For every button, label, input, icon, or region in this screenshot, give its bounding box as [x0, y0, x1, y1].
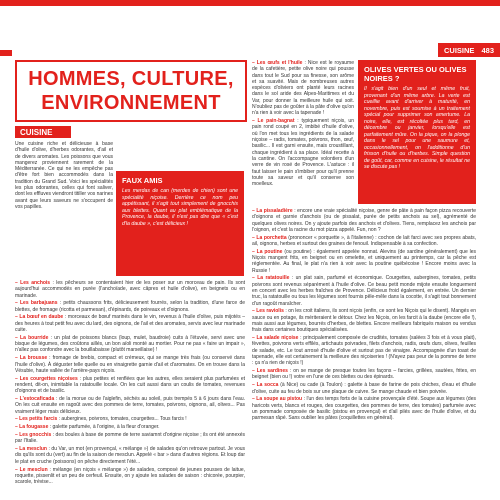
glossary-term: – Les courgettes niçoises: [15, 375, 78, 382]
glossary-term: – La mesclun: [15, 446, 47, 453]
glossary-definition: : aubergines, poivrons, tomates, courgettes... Tous farcis !: [57, 416, 187, 423]
glossary-definition: : des boules à base de pomme de terre saviamnt d'origine niçoise ; ils ont été annexés par l'Italie.: [15, 432, 245, 445]
glossary-entry: [15, 396, 245, 415]
glossary-definition: : petits chaussons frits, délicieusement fourrés, selon la tradition, d'une farce de blettes, de fromage (ricotta et parmesan), d'épinards, de poireaux et d'oignons.: [15, 300, 245, 313]
glossary-term: – La salade niçoise: [252, 335, 299, 342]
glossary-definition: : l'un des temps forts de la cuisine provençale d'été. Soupe aux légumes (des haricots verts, blancs et rouges, des courgettes, des pommes de terre, des tomates) parfumée avec un pommade composée de basilic (pistou en provençal) et d'ail pilés avec de l'huile d'olive, et du parmesan râpé. Sans oublier les pâtes (coquillettes en général).: [252, 396, 476, 422]
glossary-definition: : un plat sain, parfumé et économique. Courgettes, aubergines, tomates, petits poivrons sont revenus séparément à l'huile d'olive. Ce beau petit monde mijote ensuite longuement en concert avec les herbes fraîches de Provence. Délicieux froid également, en entrée. Un dernier truc, la ratatouille ou tous les légumes sont fournis pêle-mêle dans la cocotte, il s'agit tout bonnement d'un ragoût maraîcher.: [252, 275, 476, 307]
glossary-entry: [15, 446, 245, 465]
glossary-definition: (à Nice) ou cade (à Toulon) : galette à base de farine de pois chiches, d'eau et d'huile d'olive, cuite au feu de bois sur une plaque de cuivre. Se mange chaude et bien poivrée.: [252, 382, 476, 395]
faux-amis-heading: FAUX AMIS: [122, 176, 163, 185]
glossary-entry: [252, 396, 476, 421]
glossary-definition: : Nice est le royaume de la cafetière, petite olive noire qui pousse dans tout le Sud pour sa finesse, son arôme et sa suavité. Mais de nombreuses autres espèces d'oliviers ont planté leurs racines dans le sol aride des Alpes-Maritimes et du Var, pour donner la meilleure huile qui soit. N'oubliez pas de goûter à la pâte d'olive qu'on n'a rien à voir avec la tapenade !: [252, 60, 354, 117]
glossary-term: – Les petits farcis: [15, 416, 58, 423]
faux-amis-body: Les merdas de can (merdes de chien) sont une spécialité niçoise. Derrière ce nom peu appétissant, il s'agit tout simplement de gnocchis aux blettes. Quant au plat emblématique de la Provence, la daube, il n'est pas dire que « c'est d'la daube », c'est délicieux !: [122, 188, 238, 227]
glossary-entry: [15, 300, 245, 313]
glossary-definition: : les pêcheurs se contentaient hier de les poser sur un morceau de pain. Ils sont aujourd'hui accommodés en purée (l'anchoïade, avec câpres et huile d'olive), en beignets ou en marinade.: [15, 280, 245, 299]
glossary-entry: [15, 424, 245, 430]
glossary-term: – La poutine: [252, 248, 283, 255]
glossary-entry: [15, 355, 245, 374]
glossary-definition: : encore une vraie spécialité niçoise, genre de pâte à pain façon pizza recouverte d'oignons et garnie d'anchois (ou de pissalat, purée de petits anchois au sel), agrémenté de quelques olives noires. On y ajoute parfois des anchois et d'olives. Tiens, remplacez les anchois par l'oignon, et c'est la racine du mot pizza appelé. Fun, non ?: [252, 208, 476, 233]
intro-text: [15, 141, 113, 212]
running-header: [438, 43, 500, 57]
glossary-entry: [15, 416, 245, 422]
tab-marker: [0, 50, 12, 56]
chapter-title: [15, 60, 247, 122]
glossary-term: – La brousse: [15, 355, 48, 362]
glossary-term: – La ratatouille: [252, 275, 290, 282]
title-line-1: HOMMES, CULTURE,: [28, 68, 234, 90]
glossary-definition: (ou poutine) : également appelée nonnat. Alevins (de sardine généralement) que les Niçois mangent frits, en beignet ou en omelette, et uniquement au printemps, car la pêche est réglementée. Au final, le plat n'a rien à voir avec la poutine québécoise ! Encore moins avec la Russie !: [252, 248, 476, 274]
glossary-entry: [252, 60, 354, 117]
faux-amis-box: [116, 171, 244, 276]
column-right-top: [252, 60, 354, 206]
olives-heading: OLIVES VERTES OU OLIVES NOIRES ?: [364, 65, 467, 83]
glossary-definition: : galette parfumée, à l'origine, à la fleur d'oranger.: [48, 424, 160, 431]
olives-box: [358, 60, 476, 204]
glossary-term: – L'estocaficada: [15, 396, 55, 403]
glossary-definition: (prononcer « porquette », à l'italienne) : cochon de lait farci avec ses propres abats, ail, oignons, herbes et surtout des graines de fenouil. Indispensable à sa confection.: [252, 234, 476, 247]
glossary-definition: : de la morue ou de l'aiglefin, séchés au soleil, puis trempés 5 à 6 jours dans l'eau. On les cuit ensuite en ragoût avec des pommes de terre, tomates, poivrons, oignons, ail, olives... Pas vraiment léger mais délicieux.: [15, 396, 245, 415]
glossary-definition: : principalement composée de crudités, tomates (salées 3 fois et à vous plait), fèvettes, poivrons verts effilés, artichauts poivrades, filets d'anchois, radis, œufs durs, olives, feuilles de salade, etc. Le tout arrosé d'huile d'olive et surtout pas de vinaigre. Accompagnée d'un toast de tapenade, elle est certainement la meilleure des niçoiseries ! (N'ayez pas peur de la pomme de terre : ça n'a rien de niçois !): [252, 335, 476, 367]
glossary-entry: [252, 275, 476, 306]
glossary-term: – Les sardines: [252, 368, 288, 375]
title-line-2: ENVIRONNEMENT: [41, 92, 221, 114]
glossary-definition: : on se mange de presque toutes les façons – farcies, grillées, sautées, frites, en beignet (bien ou !) votre en l'une de ces blettes ou des épinards.: [252, 368, 476, 381]
glossary-definition: : mélange (en niçois « mélange ») de salades, composé de jeunes pousses de laitue, roquette, pissenlit et un peu de cerfeuil. Ensuite, on y ajoute les salades de saison : chicorée, pourpier, scarole, trévise...: [15, 466, 245, 486]
glossary-entry: [15, 376, 245, 395]
glossary-term: – Le mesclun: [15, 466, 48, 473]
top-bar: [0, 0, 500, 6]
glossary-entry: [252, 308, 476, 333]
glossary-entry: [252, 335, 476, 366]
page-number: 483: [481, 45, 494, 55]
glossary-entry: [15, 335, 245, 354]
glossary-definition: : typiquement niçois, un pain rond coupé en 2, imbibé d'huile d'olive, où l'on met tous les ingrédients de la salade niçoise – radis, tomates, poivrons, thon, œuf, basilic... Il est garni ensuite, mais croustillant, chaque ingrédient à sa place. Idéal recette à la cantine. On l'accompagne volontiers d'un verre de vin rosé de Provence. L'astuce : il faut laisser le pain s'imbiber pour qu'il prenne toute sa saveur et qu'il conserve son moelleux.: [252, 118, 354, 188]
glossary-term: – Les raviolis: [252, 308, 284, 315]
glossary-term: – La bœuf en daube: [15, 314, 64, 321]
cuisine-section-label: CUISINE: [15, 126, 71, 138]
glossary-entry: [252, 249, 476, 274]
glossary-term: – La porchetta: [252, 234, 287, 241]
glossary-definition: : on les croit italiens, ils sont niçois (enfin, ce sont les Niçois qui le disent). Mangés en sauce ou en potage, ils mériteraient le détour. Chez les Niçois, on les farcit à la daube (encore elle !), mais aussi aux légumes, bourrés d'herbes, de blettes. Encore meilleurs fabriqués maison ou vendus frais dans certaines boutiques spécialisées.: [252, 308, 476, 334]
column-left-bottom: [15, 280, 245, 492]
glossary-entry: [15, 280, 245, 299]
glossary-definition: : fromage de brebis, compact et crémeux, qui se mange très frais (ou conservé dans l'huile d'olive). À déguster telle quelle ou en vinaigrette garnie d'ail et d'aromates. On en trouve dans la Vésubie, haute vallée de l'arrière-pays niçois.: [15, 355, 245, 374]
glossary-term: – Les barbajuans: [15, 300, 58, 307]
glossary-definition: : morceaux de bœuf marinés dans le vin, revenus à l'huile d'olive, puis mijotés – des heures à tout petit feu avec du lard, des oignons, de l'ail et des aromates, servis avec leur marinade cuite.: [15, 314, 245, 334]
glossary-definition: : du Var, un mot (en provençal, « mélange ») de salades qu'on retrouve partout. Je vous dis qu'ils sont du (vert) au fin de la saison de mesclun. Appelé « bar » dans d'autres régions. Et loup dar le plat en cruche (poissons) on pêche directement l'été...: [15, 446, 245, 465]
glossary-term: – Les anchois: [15, 280, 51, 286]
intro-paragraph: Une cuisine riche et délicieuse à base d'huile d'olive, d'herbes odorantes, d'ail et de divers aromates. Les poissons que vous mangerez proviennent rarement de la Méditerranée. Ce qui ne les empêche pas d'être fort bien accommodés dans la tradition du Grand Sud. Voici les spécialités les plus odorantes, celles qui font saliver, dont les effluves viendront titiller vos narines avant que leurs saveurs ne s'occupent de vos papilles.: [15, 141, 114, 210]
column-right-bottom: [252, 208, 476, 494]
glossary-term: – Les gnocchis: [15, 432, 52, 439]
glossary-definition: : plus petites et renflées que les autres, elles seraient plus parfumées et rendent, dit-on, inimitable la ratatouille locale. On les cuit aussi dans un coulis de tomates, revenues d'oignons et de basilic.: [15, 375, 245, 395]
glossary-entry: [252, 235, 476, 248]
glossary-entry: [252, 208, 476, 233]
glossary-definition: : un plat de poissons blancs (loup, mulet, baudroie) cuits à l'étuvée, servi avec une bisque de légumes, des croûtons aillés, un bon aïoli monté au mortier. Pour ne pas « faire un impair », n'allez pas confondre avec la bouillabaisse (plutôt marseillaise) !: [15, 334, 245, 354]
glossary-term: – La bourride: [15, 334, 49, 341]
glossary-entry: [15, 467, 245, 486]
section-name: CUISINE: [444, 45, 475, 55]
glossary-term: – La fougasse: [15, 424, 49, 431]
olives-body: Il s'agit bien d'un seul et même fruit, provenant d'un même arbre. La verte est cueillie avant d'arriver à maturité, en novembre, puis est soumise à un traitement spécial pour supprimer son amertume. La noire, elle, est récoltée plus tard, en décembre ou janvier, lorsqu'elle est parfaitement mûre. On la pique, on la plonge dans le sel pour une saumure et, occasionnellement, on l'additionne d'un frisson d'huile ou d'herbes. Simple question de goût, car, comme en cuisine, le résultat ne se discute pas !: [364, 86, 470, 170]
glossary-entry: [252, 368, 476, 381]
glossary-term: – La pissaladière: [252, 208, 293, 214]
glossary-entry: [15, 314, 245, 333]
glossary-entry: [15, 432, 245, 445]
glossary-term: – Le pain-bagnat: [252, 118, 295, 125]
glossary-entry: [252, 118, 354, 187]
glossary-entry: [252, 382, 476, 395]
glossary-term: – La soupe au pistou: [252, 396, 303, 403]
glossary-term: – Les œufs et l'huile: [252, 60, 303, 66]
glossary-term: – La socca: [252, 382, 279, 389]
